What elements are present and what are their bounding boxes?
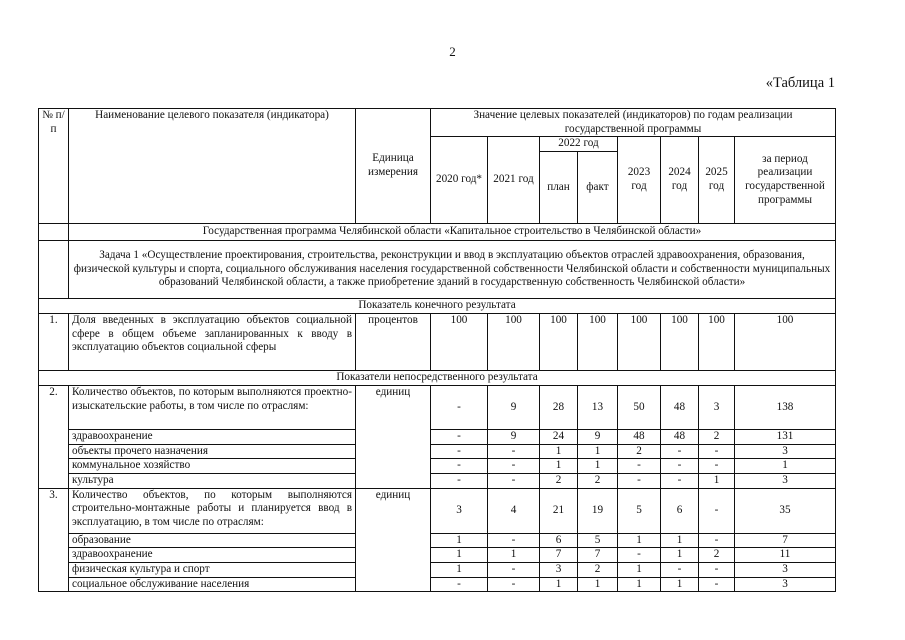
row-2-2022-fact: 13 [578, 385, 618, 429]
row-3-sub-cell: 1 [618, 533, 661, 548]
header-2025: 2025 год [699, 137, 735, 224]
row-1-unit: процентов [356, 313, 431, 370]
row-3-sub-label: здравоохранение [69, 548, 356, 563]
row-3-2022-fact: 19 [578, 488, 618, 533]
row-3-unit: единиц [356, 488, 431, 592]
row-1-num: 1. [39, 313, 69, 370]
row-2-sub-cell: - [431, 459, 488, 474]
row-2-sub-cell: 2 [578, 473, 618, 488]
row-3-2022-plan: 21 [540, 488, 578, 533]
header-unit: Единица измерения [356, 109, 431, 224]
row-3-name: Количество объектов, по которым выполняются строительно-монтажные работы и планируется ввод в эксплуатацию, в том числе по отраслям: [69, 488, 356, 533]
row-3-sub-cell: 1 [431, 548, 488, 563]
row-3-sub-cell: - [488, 562, 540, 577]
row-2-sub-cell: 1 [540, 444, 578, 459]
row-2-sub-label: здравоохранение [69, 429, 356, 444]
program-title: Государственная программа Челябинской области «Капитальное строительство в Челябинской области» [69, 223, 836, 240]
row-2-sub-cell: 1 [578, 444, 618, 459]
header-period: за период реализации государственной программы [735, 137, 836, 224]
row-2-sub-cell: - [699, 444, 735, 459]
row-3-sub-cell: - [661, 562, 699, 577]
row-1-2021: 100 [488, 313, 540, 370]
row-3-sub-cell: 5 [578, 533, 618, 548]
row-3-sub-cell: - [431, 577, 488, 592]
row-2-sub-cell: 48 [661, 429, 699, 444]
row-2-sub-cell: - [699, 459, 735, 474]
row-2-sub-cell: 48 [618, 429, 661, 444]
row-3-sub-cell: - [488, 577, 540, 592]
row-2-2022-plan: 28 [540, 385, 578, 429]
row-2-sub-cell: - [661, 444, 699, 459]
row-3-sub-cell: - [488, 533, 540, 548]
header-fact: факт [578, 151, 618, 223]
row-2-sub-cell: 1 [735, 459, 836, 474]
row-3-sub-cell: 6 [540, 533, 578, 548]
row-3-sub-label: социальное обслуживание населения [69, 577, 356, 592]
row-2-sub-cell: - [618, 459, 661, 474]
row-2-sub-label: культура [69, 473, 356, 488]
row-2-sub-cell: 2 [699, 429, 735, 444]
row-3-sub-cell: 1 [618, 562, 661, 577]
header-indicator: Наименование целевого показателя (индикатора) [69, 109, 356, 224]
task-title: Задача 1 «Осуществление проектирования, строительства, реконструкции и ввод в эксплуатацию объектов отраслей здравоохранения, образования, физической культуры и спорта, социального обслуживания населения государственной собственности Челябинской области и собственности муниципальных образований Челябинской области, а также приобретение зданий в государственную собственность Челябинской области» [69, 240, 836, 298]
header-2022: 2022 год [540, 137, 618, 152]
row-3-period: 35 [735, 488, 836, 533]
row-3-num: 3. [39, 488, 69, 592]
row-2-sub-cell: 2 [618, 444, 661, 459]
row-3-2025: - [699, 488, 735, 533]
row-2-sub-cell: 9 [578, 429, 618, 444]
row-3-sub-cell: 1 [431, 533, 488, 548]
row-2-2020: - [431, 385, 488, 429]
row-2-sub-cell: - [431, 473, 488, 488]
row-3-sub-cell: 3 [540, 562, 578, 577]
row-2-sub-cell: 3 [735, 444, 836, 459]
header-2023: 2023 год [618, 137, 661, 224]
row-3-sub-cell: 1 [540, 577, 578, 592]
row-2-sub-cell: - [661, 473, 699, 488]
row-2-num: 2. [39, 385, 69, 488]
row-2-sub-cell: 1 [578, 459, 618, 474]
row-2-sub-cell: 3 [735, 473, 836, 488]
row-2-sub-cell: 1 [540, 459, 578, 474]
section-final-result: Показатель конечного результата [39, 298, 836, 313]
row-2-unit: единиц [356, 385, 431, 488]
page-number: 2 [449, 44, 456, 59]
row-3-2021: 4 [488, 488, 540, 533]
row-3-sub-cell: - [618, 548, 661, 563]
row-2-name: Количество объектов, по которым выполняются проектно-изыскательские работы, в том числе по отраслям: [69, 385, 356, 429]
header-2020: 2020 год* [431, 137, 488, 224]
row-3-sub-cell: 1 [661, 577, 699, 592]
row-1-2024: 100 [661, 313, 699, 370]
row-3-sub-cell: 3 [735, 562, 836, 577]
row-2-sub-cell: - [488, 473, 540, 488]
header-num: № п/п [39, 109, 69, 224]
row-1-2023: 100 [618, 313, 661, 370]
row-3-sub-cell: 1 [661, 533, 699, 548]
row-1-period: 100 [735, 313, 836, 370]
row-2-sub-cell: 24 [540, 429, 578, 444]
row-3-2020: 3 [431, 488, 488, 533]
row-3-sub-cell: 1 [618, 577, 661, 592]
row-2-sub-label: коммунальное хозяйство [69, 459, 356, 474]
indicators-table [38, 108, 836, 592]
row-3-2024: 6 [661, 488, 699, 533]
row-3-sub-cell: - [699, 562, 735, 577]
row-2-sub-cell: - [618, 473, 661, 488]
row-2-period: 138 [735, 385, 836, 429]
row-3-sub-label: образование [69, 533, 356, 548]
row-1-name: Доля введенных в эксплуатацию объектов социальной сфере в общем объеме запланированных к вводу в эксплуатацию объектов социальной сферы [69, 313, 356, 370]
row-3-2023: 5 [618, 488, 661, 533]
row-2-2024: 48 [661, 385, 699, 429]
row-3-sub-cell: 1 [578, 577, 618, 592]
row-2-sub-cell: 131 [735, 429, 836, 444]
row-2-sub-cell: 9 [488, 429, 540, 444]
row-3-sub-cell: - [699, 533, 735, 548]
row-1-2022-fact: 100 [578, 313, 618, 370]
header-2021: 2021 год [488, 137, 540, 224]
row-3-sub-cell: 1 [661, 548, 699, 563]
row-3-sub-cell: 2 [699, 548, 735, 563]
row-2-2021: 9 [488, 385, 540, 429]
row-2-sub-cell: 2 [540, 473, 578, 488]
row-2-sub-label: объекты прочего назначения [69, 444, 356, 459]
row-2-sub-cell: - [488, 444, 540, 459]
row-1-2020: 100 [431, 313, 488, 370]
row-2-2025: 3 [699, 385, 735, 429]
header-2024: 2024 год [661, 137, 699, 224]
row-3-sub-cell: 2 [578, 562, 618, 577]
row-2-sub-cell: - [661, 459, 699, 474]
row-3-sub-cell: 7 [735, 533, 836, 548]
row-3-sub-cell: 7 [540, 548, 578, 563]
row-2-sub-cell: - [431, 429, 488, 444]
table-caption: «Таблица 1 [765, 75, 835, 91]
row-1-2022-plan: 100 [540, 313, 578, 370]
row-3-sub-cell: 1 [431, 562, 488, 577]
row-2-2023: 50 [618, 385, 661, 429]
row-3-sub-cell: 7 [578, 548, 618, 563]
row-2-sub-cell: - [431, 444, 488, 459]
row-3-sub-cell: 3 [735, 577, 836, 592]
row-3-sub-cell: - [699, 577, 735, 592]
row-3-sub-cell: 11 [735, 548, 836, 563]
row-2-sub-cell: - [488, 459, 540, 474]
row-3-sub-label: физическая культура и спорт [69, 562, 356, 577]
header-plan: план [540, 151, 578, 223]
header-values-group: Значение целевых показателей (индикаторов) по годам реализации государственной программы [431, 109, 836, 137]
row-2-sub-cell: 1 [699, 473, 735, 488]
section-direct-result: Показатели непосредственного результата [39, 370, 836, 385]
row-1-2025: 100 [699, 313, 735, 370]
row-3-sub-cell: 1 [488, 548, 540, 563]
